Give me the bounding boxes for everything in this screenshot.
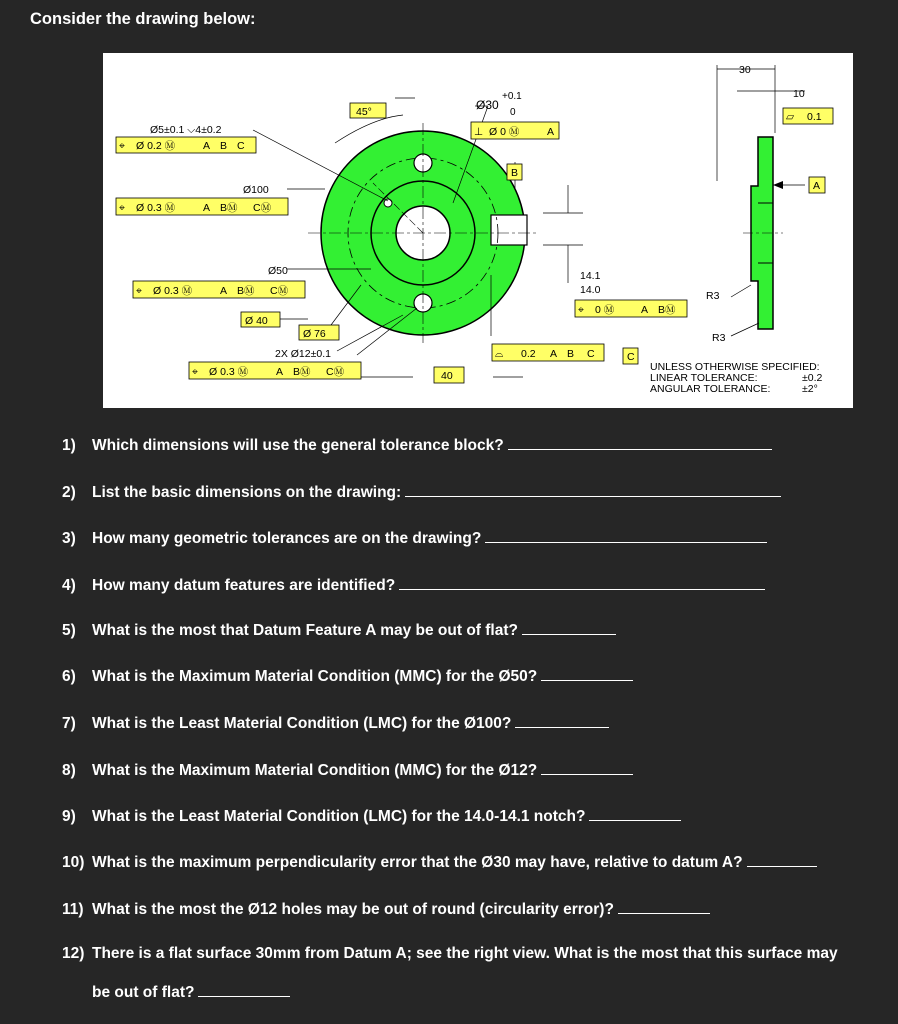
svg-text:A: A — [203, 140, 211, 152]
basic-angle-45 — [350, 103, 386, 118]
svg-text:A: A — [550, 348, 558, 360]
svg-text:LINEAR TOLERANCE:: LINEAR TOLERANCE: — [650, 372, 758, 384]
basic-dim-40-bottom — [434, 367, 464, 383]
question-1: 1) Which dimensions will use the general tolerance block? — [62, 435, 772, 455]
answer-blank-11[interactable] — [618, 899, 710, 914]
svg-text:⌖: ⌖ — [136, 285, 142, 297]
radius-lower: R3 — [712, 332, 726, 344]
radius-upper: R3 — [706, 290, 720, 302]
basic-dim-40 — [241, 312, 280, 327]
svg-text:0 Ⓜ: 0 Ⓜ — [595, 304, 615, 316]
svg-text:C: C — [587, 348, 595, 360]
svg-text:⊥: ⊥ — [474, 126, 484, 138]
svg-text:ANGULAR TOLERANCE:: ANGULAR TOLERANCE: — [650, 383, 771, 395]
fcf-notch — [575, 300, 687, 317]
svg-text:Ø 0 Ⓜ: Ø 0 Ⓜ — [489, 126, 520, 138]
notch-lower-limit: 14.0 — [580, 284, 601, 296]
question-6: 6) What is the Maximum Material Condition (MMC) for the Ø50? — [62, 666, 633, 686]
svg-text:A: A — [641, 304, 649, 316]
svg-text:BⓂ: BⓂ — [237, 285, 255, 297]
fcf-hole-position — [116, 137, 256, 153]
svg-text:40: 40 — [441, 370, 453, 382]
intro-text: Consider the drawing below: — [30, 10, 256, 28]
svg-text:CⓂ: CⓂ — [253, 202, 272, 214]
dia30-tol-lower: 0 — [510, 107, 516, 118]
fcf-profile — [492, 344, 604, 361]
svg-text:B: B — [511, 167, 519, 179]
question-2: 2) List the basic dimensions on the drawing: — [62, 482, 781, 502]
dia30-label: Ø30 — [476, 98, 499, 112]
datum-b-marker — [507, 164, 522, 180]
notch-upper-limit: 14.1 — [580, 270, 601, 282]
svg-text:Ø 0.3 Ⓜ: Ø 0.3 Ⓜ — [209, 366, 249, 378]
question-8: 8) What is the Maximum Material Condition (MMC) for the Ø12? — [62, 760, 633, 780]
answer-blank-12[interactable] — [198, 982, 290, 997]
answer-blank-3[interactable] — [485, 528, 767, 543]
svg-text:⌖: ⌖ — [192, 366, 198, 378]
svg-text:BⓂ: BⓂ — [220, 202, 238, 214]
svg-text:Ø 0.3 Ⓜ: Ø 0.3 Ⓜ — [136, 202, 176, 214]
answer-blank-1[interactable] — [508, 435, 772, 450]
question-5: 5) What is the most that Datum Feature A may be out of flat? — [62, 620, 616, 640]
svg-text:Ø 40: Ø 40 — [245, 315, 268, 327]
dim-10: 10 — [793, 88, 805, 100]
svg-text:B: B — [567, 348, 575, 360]
answer-blank-2[interactable] — [405, 482, 781, 497]
question-11: 11) What is the most the Ø12 holes may be out of round (circularity error)? — [62, 899, 710, 919]
svg-text:Ø 0.2 Ⓜ: Ø 0.2 Ⓜ — [136, 140, 176, 152]
svg-text:±0.2: ±0.2 — [802, 372, 823, 384]
answer-blank-10[interactable] — [747, 852, 817, 867]
answer-blank-8[interactable] — [541, 760, 633, 775]
svg-text:BⓂ: BⓂ — [293, 366, 311, 378]
answer-blank-5[interactable] — [522, 620, 616, 635]
small-hole — [384, 199, 392, 207]
svg-text:CⓂ: CⓂ — [270, 285, 289, 297]
question-12-continuation: be out of flat? — [92, 982, 290, 1002]
svg-text:CⓂ: CⓂ — [326, 366, 345, 378]
svg-text:⌖: ⌖ — [578, 304, 584, 316]
svg-text:Ø 0.3 Ⓜ: Ø 0.3 Ⓜ — [153, 285, 193, 297]
side-view — [717, 65, 805, 336]
svg-text:▱: ▱ — [786, 111, 795, 123]
svg-text:⌓: ⌓ — [495, 348, 504, 360]
dia30-tol-upper: +0.1 — [502, 91, 522, 102]
svg-text:B: B — [220, 140, 228, 152]
svg-text:⌖: ⌖ — [119, 140, 125, 152]
fcf-perpendicularity — [471, 122, 559, 139]
svg-text:C: C — [627, 351, 635, 363]
datum-a-marker — [809, 177, 825, 193]
svg-text:0.2: 0.2 — [521, 348, 536, 360]
question-9: 9) What is the Least Material Condition (LMC) for the 14.0-14.1 notch? — [62, 806, 681, 826]
answer-blank-9[interactable] — [589, 806, 681, 821]
dim-30: 30 — [739, 64, 751, 76]
front-view — [308, 115, 538, 343]
svg-text:A: A — [813, 180, 821, 192]
fcf-holes — [189, 362, 361, 379]
hole-size-callout: Ø5±0.1 ⌵4±0.2 — [150, 124, 222, 136]
svg-text:A: A — [203, 202, 211, 214]
basic-dim-76 — [299, 325, 339, 340]
fcf-dia50 — [133, 281, 305, 298]
svg-text:C: C — [237, 140, 245, 152]
svg-text:Ø 76: Ø 76 — [303, 328, 326, 340]
general-tolerance-note — [650, 361, 823, 395]
answer-blank-4[interactable] — [399, 575, 765, 590]
engineering-drawing — [103, 53, 853, 408]
fcf-flatness — [783, 108, 833, 124]
svg-text:⌖: ⌖ — [119, 202, 125, 214]
svg-text:BⓂ: BⓂ — [658, 304, 676, 316]
question-3: 3) How many geometric tolerances are on the drawing? — [62, 528, 767, 548]
answer-blank-7[interactable] — [515, 713, 609, 728]
answer-blank-6[interactable] — [541, 666, 633, 681]
svg-text:A: A — [547, 126, 555, 138]
question-10: 10) What is the maximum perpendicularity error that the Ø30 may have, relative to datum A? — [62, 852, 817, 872]
dia100-label: Ø100 — [243, 184, 269, 196]
svg-text:±2°: ±2° — [802, 383, 818, 395]
question-4: 4) How many datum features are identified? — [62, 575, 765, 595]
fcf-dia100 — [116, 198, 288, 215]
question-7: 7) What is the Least Material Condition (LMC) for the Ø100? — [62, 713, 609, 733]
question-12: 12) There is a flat surface 30mm from Datum A; see the right view. What is the most that this surface may be out of flat? — [62, 945, 838, 1001]
drawing-svg — [103, 53, 853, 408]
svg-text:UNLESS OTHERWISE SPECIFIED:: UNLESS OTHERWISE SPECIFIED: — [650, 361, 820, 373]
svg-text:A: A — [276, 366, 284, 378]
holes-callout: 2X Ø12±0.1 — [275, 348, 331, 360]
svg-text:45°: 45° — [356, 106, 372, 118]
svg-text:A: A — [220, 285, 228, 297]
datum-c-marker — [623, 348, 638, 364]
dia50-label: Ø50 — [268, 265, 288, 277]
svg-text:0.1: 0.1 — [807, 111, 822, 123]
